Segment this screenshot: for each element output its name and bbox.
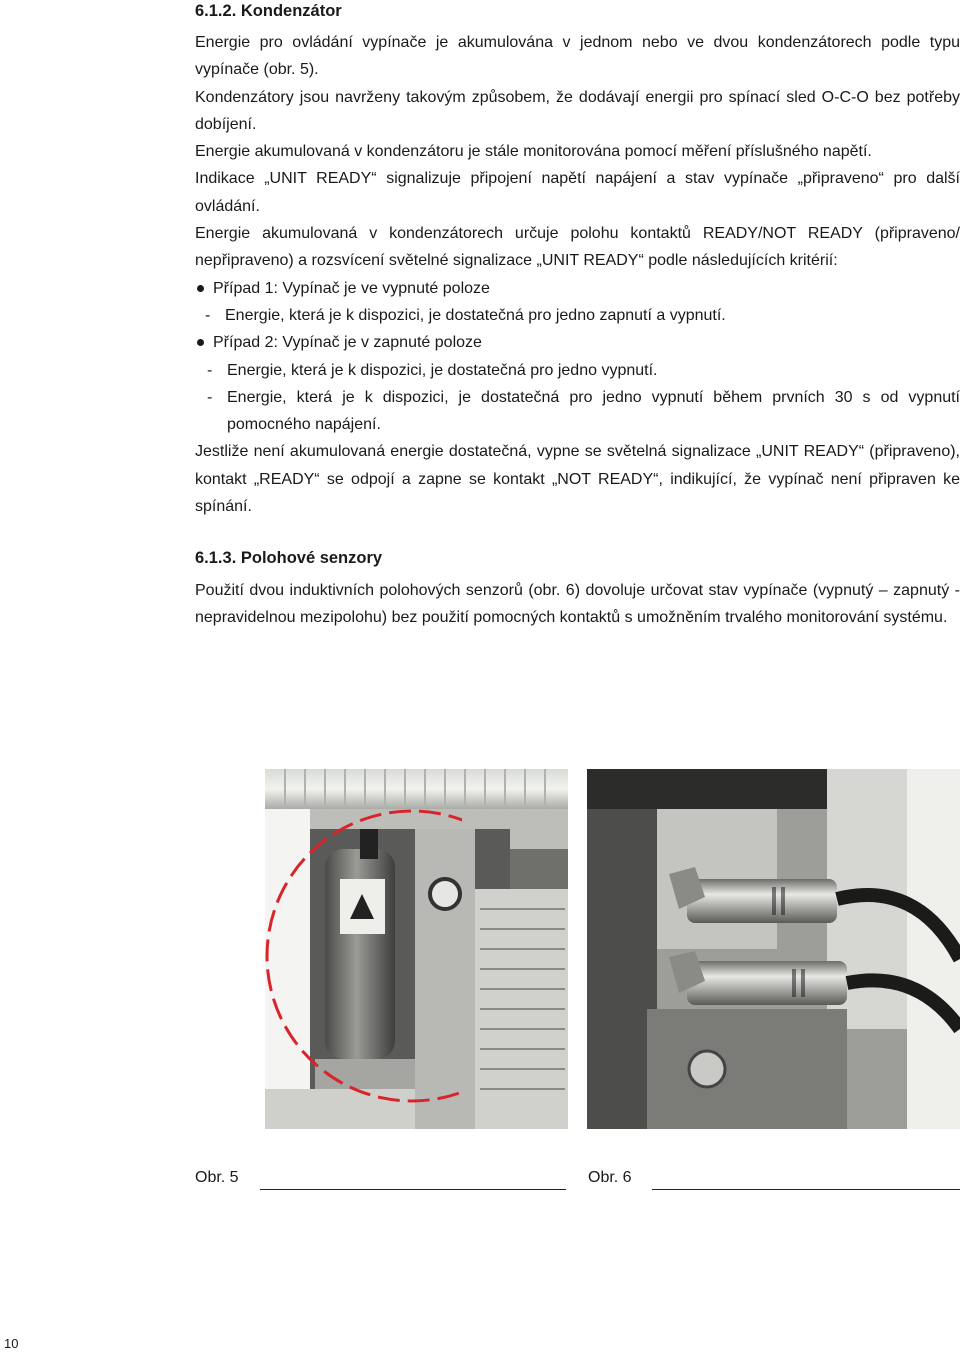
highlight-circle: [262, 806, 462, 1136]
paragraph: Kondenzátory jsou navrženy takovým způsobem, že dodávají energii pro spínací sled O-C-O bez potřeby dobíjení.: [195, 88, 960, 133]
caption-rule: [652, 1189, 960, 1190]
section-612-body: [195, 29, 960, 520]
page-number: 10: [4, 1336, 19, 1351]
sub-item: - Energie, která je k dispozici, je dostatečná pro jedno zapnutí a vypnutí.: [205, 306, 726, 324]
sub-item: - Energie, která je k dispozici, je dostatečná pro jedno vypnutí.: [207, 361, 658, 379]
figure-6-caption: Obr. 6: [588, 1169, 632, 1186]
list-item-case-2: Případ 2: Vypínač je v zapnuté poloze: [195, 329, 960, 356]
sub-item: - Energie, která je k dispozici, je dostatečná pro jedno vypnutí během prvních 30 s od vypnutí pomocného napájení.: [207, 388, 960, 434]
section-heading-polohove-senzory: 6.1.3. Polohové senzory: [195, 549, 383, 567]
paragraph: Energie akumulovaná v kondenzátorech určuje polohu kontaktů READY/NOT READY (připraveno/ nepřipraveno) a rozsvícení světelné signalizace „UNIT READY“ podle následujících kritérií:: [195, 225, 960, 270]
sensors-illustration: [587, 769, 960, 1129]
figure-5-caption: Obr. 5: [195, 1169, 239, 1186]
position-sensors-photo: [587, 769, 960, 1129]
caption-rule: [260, 1189, 566, 1190]
section-613-body: [195, 577, 960, 632]
paragraph: Energie akumulovaná v kondenzátoru je stále monitorována pomocí měření příslušného napětí.: [195, 143, 872, 161]
paragraph: Jestliže není akumulovaná energie dostatečná, vypne se světelná signalizace „UNIT READY“ (připraveno), kontakt „READY“ se odpojí a zapne se kontakt „NOT READY“, indikující, že vypínač není připraven ke spínání.: [195, 443, 960, 516]
paragraph: Energie pro ovládání vypínače je akumulována v jednom nebo ve dvou kondenzátorech podle typu vypínače (obr. 5).: [195, 34, 960, 79]
paragraph: Indikace „UNIT READY“ signalizuje připojení napětí napájení a stav vypínače „připraveno“ pro další ovládání.: [195, 170, 960, 215]
paragraph: Použití dvou induktivních polohových senzorů (obr. 6) dovoluje určovat stav vypínače (vypnutý – zapnutý - nepravidelnou mezipolohu) bez použití pomocných kontaktů s umožněním trvalého monitorování systému.: [195, 582, 960, 627]
section-heading-kondenzator: 6.1.2. Kondenzátor: [195, 2, 342, 20]
list-item-case-1: Případ 1: Vypínač je ve vypnuté poloze: [195, 275, 960, 302]
